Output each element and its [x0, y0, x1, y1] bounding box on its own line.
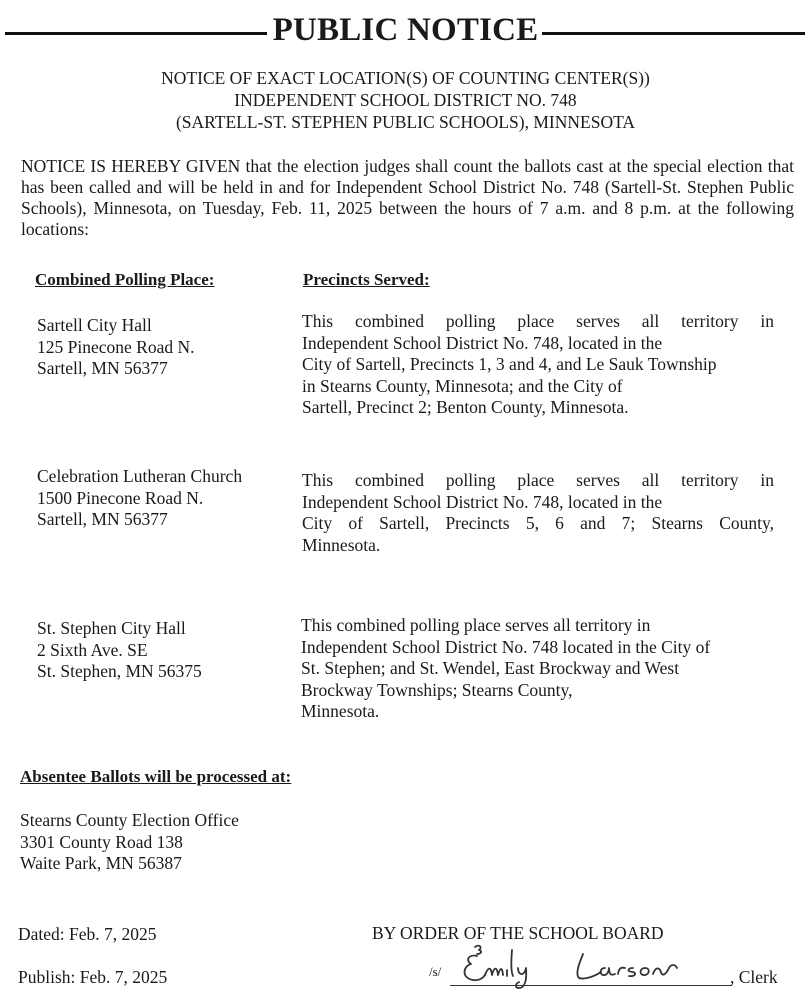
description-line: Independent School District No. 748, located in the [302, 491, 663, 512]
address-line: Sartell City Hall [37, 315, 152, 335]
description-line: City of Sartell, Precincts 1, 3 and 4, and Le Sauk Township [302, 354, 717, 374]
address-line: 3301 County Road 138 [20, 831, 183, 852]
description-line: Brockway Townships; Stearns County, [301, 679, 573, 700]
precincts-served-header: Precincts Served: [303, 270, 430, 289]
subtitle-line-2: INDEPENDENT SCHOOL DISTRICT NO. 748 [234, 90, 577, 110]
description-line: Minnesota. [301, 701, 380, 721]
polling-place-header: Combined Polling Place: [35, 270, 215, 289]
address-line: St. Stephen City Hall [37, 618, 186, 638]
address-line: Celebration Lutheran Church [37, 466, 243, 486]
description-line: Sartell, Precinct 2; Benton County, Minnesota. [302, 397, 629, 417]
description-line: Minnesota. [302, 534, 381, 555]
location-2-address [37, 466, 242, 531]
description-line: Independent School District No. 748, located in the [302, 332, 663, 353]
address-line: St. Stephen, MN 56375 [37, 661, 202, 681]
address-line: 125 Pinecone Road N. [37, 336, 195, 357]
address-line: 2 Sixth Ave. SE [37, 639, 148, 660]
address-line: Stearns County Election Office [20, 810, 239, 830]
address-line: 1500 Pinecone Road N. [37, 487, 204, 508]
address-line: Sartell, MN 56377 [37, 509, 168, 529]
subtitle-line-3: (SARTELL-ST. STEPHEN PUBLIC SCHOOLS), MINNESOTA [175, 112, 636, 132]
description-line: City of Sartell, Precincts 5, 6 and 7; Stearns County, [302, 513, 774, 533]
publish-text: Publish: Feb. 7, 2025 [18, 967, 168, 987]
address-line: Sartell, MN 56377 [37, 358, 168, 378]
description-line: Independent School District No. 748 located in the City of [301, 636, 711, 657]
clerk-text: , Clerk [730, 967, 778, 987]
location-3-address [37, 618, 202, 683]
description-line: This combined polling place serves all territory in [302, 470, 774, 490]
description-line: This combined polling place serves all territory in [301, 615, 651, 635]
location-2-description [302, 470, 774, 556]
intro-paragraph: NOTICE IS HEREBY GIVEN that the election judges shall count the ballots cast at the special election that has been called and will be held in and for Independent School District No. 748 (Sartell-St. Stephen Public Schools), Minnesota, on Tuesday, Feb. 11, 2025 between the hours of 7 a.m. and 8 p.m. at the following locations: [21, 156, 794, 239]
signature-image [455, 942, 715, 992]
dated-text: Dated: Feb. 7, 2025 [18, 924, 157, 944]
subtitle-line-1: NOTICE OF EXACT LOCATION(S) OF COUNTING CENTER(S)) [161, 68, 650, 88]
description-line: St. Stephen; and St. Wendel, East Brockway and West [301, 658, 680, 678]
location-1-description [302, 311, 774, 419]
by-order-text: BY ORDER OF THE SCHOOL BOARD [372, 923, 664, 943]
description-line: This combined polling place serves all territory in [302, 311, 774, 331]
address-line: Waite Park, MN 56387 [20, 853, 182, 873]
absentee-header: Absentee Ballots will be processed at: [20, 767, 292, 786]
notice-title: PUBLIC NOTICE [0, 12, 811, 49]
signature-prefix: /s/ [429, 964, 442, 979]
location-3-description [301, 615, 773, 723]
location-1-address [37, 315, 194, 380]
absentee-address [20, 810, 239, 875]
description-line: in Stearns County, Minnesota; and the City of [302, 375, 623, 396]
